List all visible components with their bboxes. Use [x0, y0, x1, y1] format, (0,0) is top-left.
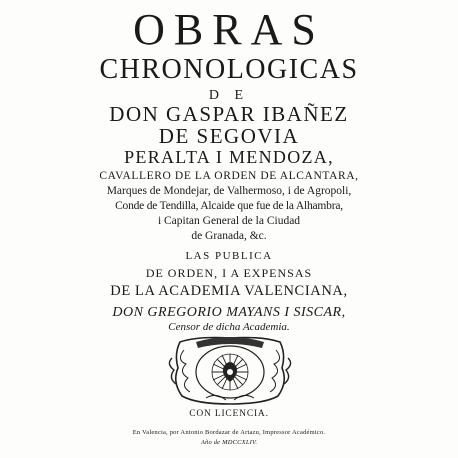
publisher-order: DE ORDEN, I A EXPENSAS: [145, 266, 313, 280]
author-name: DON GASPAR IBAÑEZ: [109, 102, 349, 126]
academic-crest-icon: [166, 334, 294, 406]
author-surname: DE SEGOVIA: [158, 124, 300, 148]
title-obras: OBRAS: [133, 5, 325, 54]
author-titles-2: Conde de Tendilla, Alcaide que fue de la Alhambra,: [115, 200, 343, 212]
author-titles-4: de Granada, &c.: [191, 230, 267, 242]
imprint-printer: En Valencia, por Antonio Bordazar de Artazu, Impressor Académico.: [132, 429, 326, 436]
title-de: D E: [208, 88, 250, 103]
editor-name: DON GREGORIO MAYANS I SISCAR,: [112, 305, 346, 320]
publisher-academy: DE LA ACADEMIA VALENCIANA,: [110, 283, 348, 299]
author-titles-1: Marques de Mondejar, de Valhermoso, i de Agropoli,: [106, 185, 352, 197]
title-chronologicas: CHRONOLOGICAS: [99, 54, 359, 85]
imprint-year: Año de MDCCXLIV.: [200, 439, 258, 446]
author-order: CAVALLERO DE LA ORDEN DE ALCANTARA,: [99, 170, 359, 182]
editor-role: Censor de dicha Academia.: [168, 321, 290, 333]
license-notice: CON LICENCIA.: [189, 409, 269, 419]
author-lineage: PERALTA I MENDOZA,: [124, 147, 334, 167]
publisher-intro: LAS PUBLICA: [185, 250, 273, 262]
author-titles-3: i Capitan General de la Ciudad: [157, 215, 301, 227]
